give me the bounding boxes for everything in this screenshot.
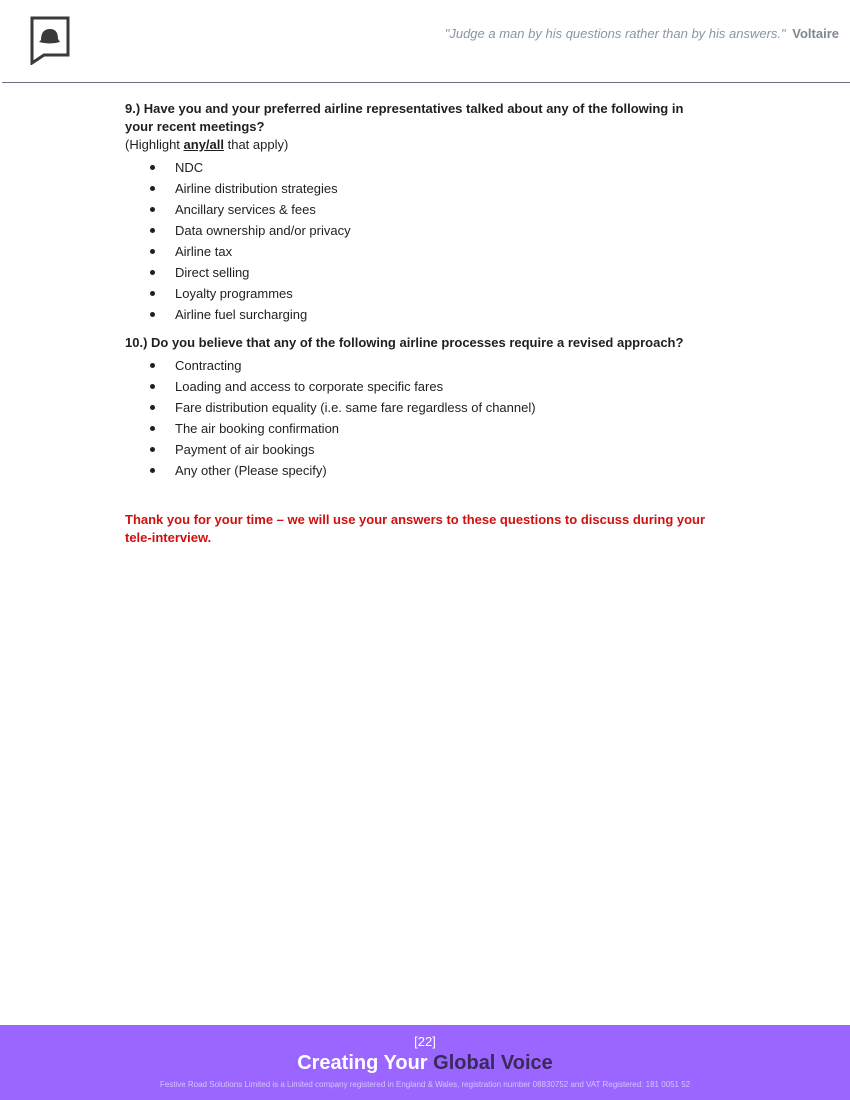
bullet-icon [150,270,155,275]
option-label: Loading and access to corporate specific fares [175,379,444,394]
question-9-options [125,157,725,325]
option-label: Airline distribution strategies [175,181,338,196]
list-item[interactable] [125,397,725,418]
list-item[interactable] [125,418,725,439]
page-number: [22] [414,1034,436,1049]
option-label: Airline tax [175,244,233,259]
list-item[interactable] [125,178,725,199]
thank-you-line-1: Thank you for your time – we will use your answers to these questions to discuss during your [125,512,706,527]
hint-suffix: that apply) [224,137,289,152]
bullet-icon [150,207,155,212]
bullet-icon [150,186,155,191]
footer-legal-text: Festive Road Solutions Limited is a Limited company registered in England & Wales, registration number 08830752 and VAT Registered: 181 0051 52 [159,1080,691,1089]
bullet-icon [150,363,155,368]
option-label: Airline fuel surcharging [175,307,308,322]
header-quote [445,26,839,41]
list-item[interactable] [125,199,725,220]
question-9-hint [125,136,725,154]
option-label: Data ownership and/or privacy [175,223,351,238]
questionnaire-content [125,100,725,560]
list-item[interactable] [125,241,725,262]
option-label: NDC [175,160,204,175]
hint-emphasis: any/all [183,137,224,152]
list-item[interactable] [125,262,725,283]
bullet-icon [150,405,155,410]
option-label: Ancillary services & fees [175,202,316,217]
thank-you-note [125,511,725,547]
list-item[interactable] [125,157,725,178]
bullet-icon [150,384,155,389]
option-label: The air booking confirmation [175,421,340,436]
thank-you-line-2: tele-interview. [125,530,212,545]
page-footer [0,1025,850,1100]
bullet-icon [150,249,155,254]
option-label: Payment of air bookings [175,442,315,457]
hint-prefix: (Highlight [125,137,184,152]
quote-text: "Judge a man by his questions rather than by his answers." [444,26,786,41]
question-10-title: 10.) Do you believe that any of the following airline processes require a revised approach? [125,335,684,350]
list-item[interactable] [125,220,725,241]
bullet-icon [150,426,155,431]
question-9-title [125,100,725,136]
list-item[interactable] [125,355,725,376]
bullet-icon [150,447,155,452]
bullet-icon [150,468,155,473]
option-label: Direct selling [175,265,250,280]
footer-tagline [0,1052,850,1075]
question-9-line-1: 9.) Have you and your preferred airline representatives talked about any of the following in [125,101,684,116]
bullet-icon [150,312,155,317]
option-label: Fare distribution equality (i.e. same fare regardless of channel) [175,400,536,415]
speech-bubble-hat-icon [29,15,71,65]
list-item[interactable] [125,376,725,397]
bullet-icon [150,228,155,233]
option-label: Any other (Please specify) [175,463,327,478]
quote-author: Voltaire [792,26,839,41]
list-item[interactable] [125,283,725,304]
question-10-options [125,355,725,481]
list-item[interactable] [125,460,725,481]
bullet-icon [150,291,155,296]
question-9-line-2: your recent meetings? [125,119,265,134]
tagline-part-2: Global Voice [433,1052,553,1074]
list-item[interactable] [125,304,725,325]
header-divider [2,82,850,83]
option-label: Loyalty programmes [175,286,293,301]
bullet-icon [150,165,155,170]
list-item[interactable] [125,439,725,460]
page-header [0,0,850,84]
tagline-part-1: Creating Your [297,1052,434,1074]
option-label: Contracting [175,358,242,373]
